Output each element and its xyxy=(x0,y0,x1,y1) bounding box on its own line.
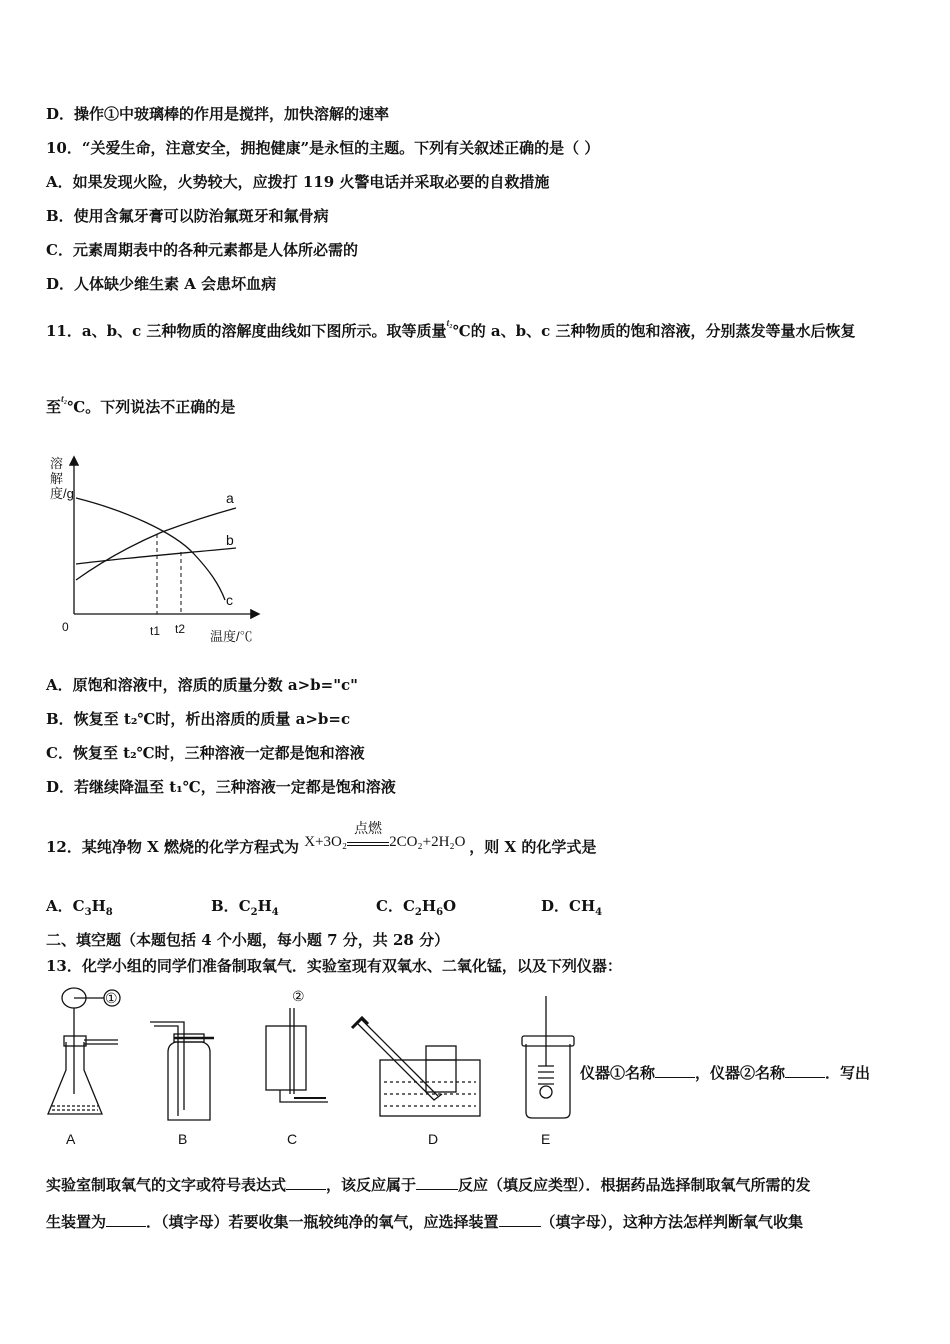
apparatus-c xyxy=(266,1008,328,1102)
q10-option-b: B．使用含氟牙膏可以防治氟斑牙和氟骨病 xyxy=(46,207,329,225)
q10-option-a: A．如果发现火险，火势较大，应拨打 119 火警电话并采取必要的自救措施 xyxy=(46,173,550,191)
solubility-chart xyxy=(44,452,274,652)
series-label-b: b xyxy=(226,532,234,548)
q11-option-d: D．若继续降温至 t₁℃，三种溶液一定都是饱和溶液 xyxy=(46,778,396,796)
q10-option-d: D．人体缺少维生素 A 会患坏血病 xyxy=(46,275,277,293)
q13-line3: 生装置为 ．（填字母）若要收集一瓶较纯净的氧气，应选择装置 （填字母），这种方法怎样判断氧气收集 xyxy=(46,1213,804,1231)
label-c: C xyxy=(287,1131,298,1147)
q12-stem: 12．某纯净物 X 燃烧的化学方程式为 X+3O₂ 点燃 2CO₂+2H₂O ，则 X 的化学式是 xyxy=(46,836,596,857)
q11-option-a: A．原饱和溶液中，溶质的质量分数 a>b="c" xyxy=(46,676,358,694)
t2-symbol: t₂ xyxy=(446,318,453,329)
marker-2: ② xyxy=(292,988,305,1004)
curve-c xyxy=(76,498,225,600)
curve-a xyxy=(76,508,236,580)
q11-stem-line1: 11．a、b、c 三种物质的溶解度曲线如下图所示。取等质量$^{t_2}$℃的 a、b、c 三种物质的饱和溶液，分别蒸发等量水后恢复 xyxy=(46,318,856,340)
y-axis-label: 溶解度/g xyxy=(50,456,74,501)
section-heading: 二、填空题（本题包括 4 个小题，每小题 7 分，共 28 分） xyxy=(46,931,450,949)
t2-symbol: t₂ xyxy=(61,394,68,405)
x-tick-t1: t1 xyxy=(150,624,161,638)
marker-1: ① xyxy=(105,990,118,1006)
label-e: E xyxy=(541,1131,551,1147)
origin-label: 0 xyxy=(62,620,69,634)
q12-option-d: D．$CH_4$ xyxy=(541,897,603,918)
series-label-a: a xyxy=(226,490,234,506)
q11-stem-line2: 至$^{t_2}$℃。下列说法不正确的是 xyxy=(46,394,236,416)
q12-option-a: A．$C_3H_8$ xyxy=(46,897,113,918)
blank-generator[interactable] xyxy=(106,1226,146,1227)
chemical-equation: X+3O₂ 点燃 2CO₂+2H₂O xyxy=(304,834,469,850)
q13-stem: 13．化学小组的同学们准备制取氧气．实验室现有双氧水、二氧化锰，以及下列仪器： xyxy=(46,957,622,975)
blank-collector[interactable] xyxy=(499,1226,541,1227)
q13-line2: 实验室制取氧气的文字或符号表达式 ，该反应属于 反应（填反应类型）．根据药品选择制取氧气所需的发 xyxy=(46,1176,811,1194)
q11-option-c: C．恢复至 t₂℃时，三种溶液一定都是饱和溶液 xyxy=(46,744,365,762)
label-b: B xyxy=(178,1131,188,1147)
apparatus-e xyxy=(522,996,574,1118)
blank-instrument-2[interactable] xyxy=(785,1077,825,1078)
q9-option-d: D．操作①中玻璃棒的作用是搅拌，加快溶解的速率 xyxy=(46,105,390,123)
apparatus-b xyxy=(150,1022,214,1120)
series-label-c: c xyxy=(226,592,233,608)
label-d: D xyxy=(428,1131,439,1147)
apparatus-figure xyxy=(38,982,578,1132)
blank-instrument-1[interactable] xyxy=(655,1077,695,1078)
x-axis-label: 温度/℃ xyxy=(210,629,253,644)
apparatus-d xyxy=(352,1018,480,1116)
blank-reaction-type[interactable] xyxy=(416,1189,458,1190)
q10-stem: 10．“关爱生命，注意安全，拥抱健康”是永恒的主题。下列有关叙述正确的是（ ） xyxy=(46,139,600,157)
reaction-condition: 点燃 xyxy=(354,821,383,837)
q10-option-c: C．元素周期表中的各种元素都是人体所必需的 xyxy=(46,241,358,259)
x-tick-t2: t2 xyxy=(175,622,186,636)
curve-b xyxy=(76,548,236,564)
blank-expression[interactable] xyxy=(286,1189,326,1190)
q12-option-b: B．$C_2H_4$ xyxy=(211,897,279,918)
q12-option-c: C．$C_2H_6O$ xyxy=(376,897,457,918)
q13-side-text: 仪器①名称 ，仪器②名称 ．写出 xyxy=(580,1064,871,1082)
q11-option-b: B．恢复至 t₂℃时，析出溶质的质量 a>b=c xyxy=(46,710,351,728)
label-a: A xyxy=(66,1131,76,1147)
